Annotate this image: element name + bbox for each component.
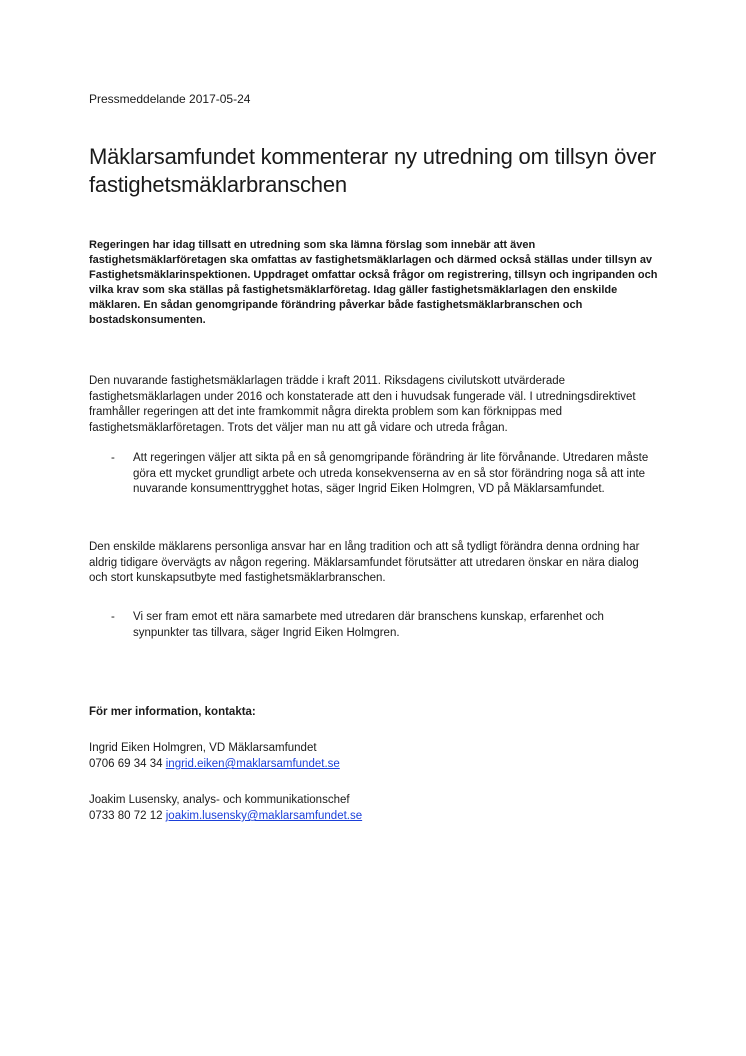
body-paragraph-1: Den nuvarande fastighetsmäklarlagen trädde i kraft 2011. Riksdagens civilutskott utvärderade fastighetsmäklarlagen under 2016 och konstaterade att den i huvudsak fungerade väl. I utredningsdirektivet framhåller regeringen att det inte framkommit några direkta problem som kan förknippas med fastighetsmäklarföretagen. Trots det väljer man nu att gå vidare och utreda frågan.: [89, 375, 636, 434]
contact-block-2: [89, 792, 362, 824]
contact-phone: 0733 80 72 12: [89, 810, 163, 822]
contact-name-title: Ingrid Eiken Holmgren, VD Mäklarsamfundet: [89, 742, 317, 754]
contact-name-title: Joakim Lusensky, analys- och kommunikationschef: [89, 794, 350, 806]
contact-block-1: [89, 740, 340, 772]
quote-1-text: Att regeringen väljer att sikta på en så genomgripande förändring är lite förvånande. Utredaren måste göra ett mycket grundligt arbete och utreda konsekvenserna av en så stor förändring noga så att inte nuvarande konsumenttrygghet hotas, säger Ingrid Eiken Holmgren, VD på Mäklarsamfundet.: [133, 452, 649, 495]
quote-2-text: Vi ser fram emot ett nära samarbete med utredaren där branschens kunskap, erfarenhet och synpunkter tas tillvara, säger Ingrid Eiken Holmgren.: [133, 611, 604, 639]
contact-email-link[interactable]: ingrid.eiken@maklarsamfundet.se: [165, 758, 340, 770]
lead-paragraph: Regeringen har idag tillsatt en utredning som ska lämna förslag som innebär att även fastighetsmäklarföretagen ska omfattas av fastighetsmäklarlagen och därmed också ställas under tillsyn av Fastighetsmäklarinspektionen. Uppdraget omfattar också frågor om registrering, tillsyn och ingripanden och vilka krav som ska ställas på fastighetsmäklarföretag. Idag gäller fastighetsmäklarlagen den enskilde mäklaren. En sådan genomgripande förändring påverkar både fastighetsmäklarbranschen och bostadskonsumenten.: [89, 239, 658, 326]
body-paragraph-2: Den enskilde mäklarens personliga ansvar har en lång tradition och att så tydligt förändra denna ordning har aldrig tidigare övervägts av någon regering. Mäklarsamfundet förutsätter att utredaren önskar en nära dialog och stort kunskapsutbyte med fastighetsmäklarbranschen.: [89, 541, 640, 584]
contact-line: [89, 808, 362, 824]
contact-email-link[interactable]: joakim.lusensky@maklarsamfundet.se: [165, 810, 363, 822]
contact-heading: För mer information, kontakta:: [89, 706, 256, 718]
dateline: Pressmeddelande 2017-05-24: [89, 92, 251, 106]
quote-2: [89, 610, 659, 641]
contact-phone: 0706 69 34 34: [89, 758, 163, 770]
press-release-title: Mäklarsamfundet kommenterar ny utredning om tillsyn över fastighetsmäklarbranschen: [89, 144, 657, 197]
quote-1: [89, 451, 659, 498]
quote-dash: -: [111, 452, 115, 464]
quote-dash: -: [111, 611, 115, 623]
contact-line: [89, 756, 340, 772]
